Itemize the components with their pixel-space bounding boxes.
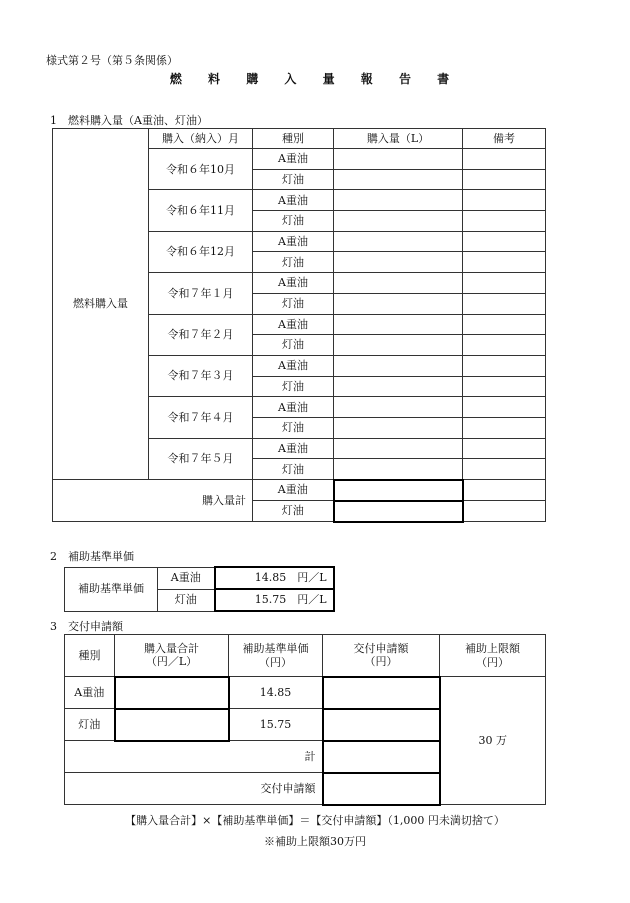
month-label: 令和７年４月 [149,397,253,438]
app-row-type: 灯油 [65,709,115,741]
notes-input[interactable] [463,376,546,397]
total-notes-input[interactable] [463,480,546,501]
notes-input[interactable] [463,231,546,252]
fuel-type: 灯油 [253,293,334,314]
notes-input[interactable] [463,397,546,418]
unit-price-table [64,566,335,612]
app-sum-label: 計 [65,741,323,773]
month-label: 令和７年３月 [149,355,253,396]
fuel-type: 灯油 [253,459,334,480]
amount-input[interactable] [334,293,463,314]
purchase-total-label: 購入量計 [53,480,253,522]
app-apply-input[interactable] [323,677,440,709]
unit-price-value: 14.85 円／L [215,567,334,589]
fuel-type: A重油 [253,438,334,459]
amount-input[interactable] [334,376,463,397]
amount-input[interactable] [334,314,463,335]
header-month: 購入（納入）月 [149,129,253,149]
notes-input[interactable] [463,438,546,459]
amount-input[interactable] [334,169,463,190]
month-label: 令和７年５月 [149,438,253,479]
application-table [64,634,546,806]
fuel-type: 灯油 [253,211,334,232]
fuel-type: 灯油 [253,252,334,273]
app-sum-input[interactable] [323,741,440,773]
amount-input[interactable] [334,273,463,294]
header-amount: 購入量（L） [334,129,463,149]
month-label: 令和６年12月 [149,231,253,272]
fuel-type: 灯油 [253,417,334,438]
header-type: 種別 [253,129,334,149]
app-row-unit: 14.85 [229,677,323,709]
notes-input[interactable] [463,190,546,211]
amount-input[interactable] [334,211,463,232]
app-header-apply: 交付申請額 （円） [323,635,440,677]
total-amount-input[interactable] [334,480,463,501]
unit-price-value: 15.75 円／L [215,589,334,611]
amount-input[interactable] [334,459,463,480]
app-row-unit: 15.75 [229,709,323,741]
total-notes-input[interactable] [463,501,546,522]
page-title: 燃 料 購 入 量 報 告 書 [169,72,461,86]
amount-input[interactable] [334,190,463,211]
fuel-purchase-label: 燃料購入量 [53,129,149,480]
total-amount-input[interactable] [334,501,463,522]
section3-heading: 3 交付申請額 [50,620,123,633]
notes-input[interactable] [463,355,546,376]
notes-input[interactable] [463,293,546,314]
unit-price-label: 補助基準単価 [65,567,158,611]
amount-input[interactable] [334,335,463,356]
app-total-input[interactable] [115,709,229,741]
fuel-type: 灯油 [253,169,334,190]
amount-input[interactable] [334,417,463,438]
section1-heading: 1 燃料購入量（A重油、灯油） [50,114,208,127]
app-row-type: A重油 [65,677,115,709]
total-fuel-type: A重油 [253,480,334,501]
app-header-type: 種別 [65,635,115,677]
month-label: 令和６年11月 [149,190,253,231]
fuel-type: 灯油 [253,376,334,397]
app-header-unit: 補助基準単価 （円） [229,635,323,677]
fuel-type: A重油 [253,149,334,170]
app-header-total: 購入量合計 （円／L） [115,635,229,677]
unit-price-type: A重油 [158,567,215,589]
app-header-limit: 補助上限額 （円） [440,635,546,677]
amount-input[interactable] [334,438,463,459]
amount-input[interactable] [334,252,463,273]
notes-input[interactable] [463,314,546,335]
app-limit-value: 30 万 [440,677,546,805]
month-label: 令和６年10月 [149,149,253,190]
notes-input[interactable] [463,211,546,232]
notes-input[interactable] [463,273,546,294]
fuel-type: A重油 [253,231,334,252]
amount-input[interactable] [334,355,463,376]
fuel-type: A重油 [253,397,334,418]
fuel-type: A重油 [253,190,334,211]
fuel-type: A重油 [253,355,334,376]
month-label: 令和７年２月 [149,314,253,355]
app-apply-total-input[interactable] [323,773,440,805]
limit-note: ※補助上限額30万円 [264,835,366,848]
app-apply-input[interactable] [323,709,440,741]
unit-price-type: 灯油 [158,589,215,611]
form-number: 様式第２号（第５条関係） [46,54,178,67]
notes-input[interactable] [463,459,546,480]
formula-text: 【購入量合計】×【補助基準単価】＝【交付申請額】（1,000 円未満切捨て） [125,814,505,827]
notes-input[interactable] [463,169,546,190]
amount-input[interactable] [334,397,463,418]
app-total-input[interactable] [115,677,229,709]
notes-input[interactable] [463,252,546,273]
fuel-type: A重油 [253,273,334,294]
fuel-type: A重油 [253,314,334,335]
section2-heading: 2 補助基準単価 [50,550,134,563]
header-notes: 備考 [463,129,546,149]
notes-input[interactable] [463,417,546,438]
fuel-purchase-table [52,128,546,523]
notes-input[interactable] [463,149,546,170]
notes-input[interactable] [463,335,546,356]
month-label: 令和７年１月 [149,273,253,314]
amount-input[interactable] [334,149,463,170]
app-apply-label: 交付申請額 [65,773,323,805]
total-fuel-type: 灯油 [253,501,334,522]
fuel-type: 灯油 [253,335,334,356]
amount-input[interactable] [334,231,463,252]
